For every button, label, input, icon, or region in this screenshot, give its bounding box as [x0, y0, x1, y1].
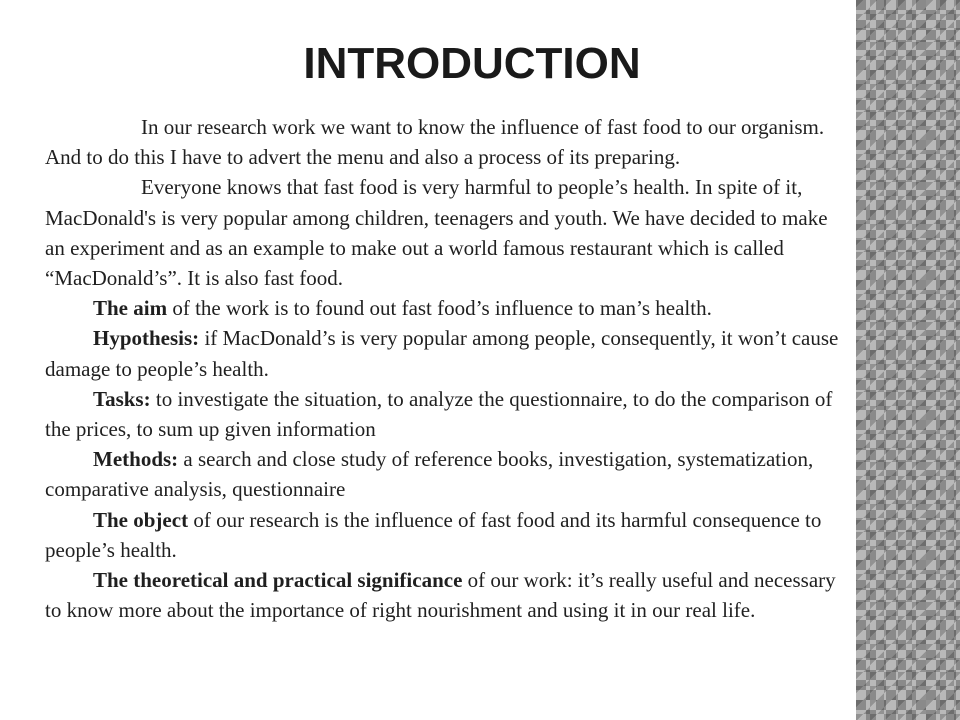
- decorative-side-pattern: [856, 0, 960, 720]
- paragraph-research-intro: [45, 112, 847, 172]
- paragraph-tasks: [45, 384, 847, 444]
- paragraph-object: [45, 505, 847, 565]
- hypothesis-text: if MacDonald’s is very popular among people, consequently, it won’t cause damage to people’s health.: [45, 326, 839, 381]
- tasks-text: to investigate the situation, to analyze the questionnaire, to do the comparison of the prices, to sum up given information: [45, 386, 833, 442]
- methods-label: Methods:: [93, 447, 179, 472]
- significance-label: The theoretical and practical significance: [93, 568, 463, 593]
- slide-body: [45, 112, 847, 625]
- methods-text: a search and close study of reference books, investigation, systematization, comparative analysis, questionnaire: [45, 447, 814, 502]
- paragraph-hypothesis: [45, 323, 847, 383]
- paragraph-methods: [45, 444, 847, 504]
- object-label: The object: [93, 507, 189, 532]
- paragraph-fast-food-harm: [45, 172, 847, 293]
- tasks-label: Tasks:: [93, 386, 151, 411]
- slide-title: INTRODUCTION: [303, 39, 641, 88]
- paragraph-aim: [45, 293, 847, 323]
- paragraph-text: In our research work we want to know the influence of fast food to our organism. And to do this I have to advert the menu and also a process of its preparing.: [45, 115, 825, 170]
- aim-label: The aim: [93, 296, 168, 321]
- paragraph-significance: [45, 565, 847, 625]
- hypothesis-label: Hypothesis:: [93, 326, 200, 351]
- paragraph-text: Everyone knows that fast food is very harmful to people’s health. In spite of it, MacDonald's is very popular among children, teenagers and youth. We have decided to make an experiment and as an example to make out a world famous restaurant which is called “MacDonald’s”. It is also fast food.: [45, 175, 828, 291]
- significance-text: of our work: it’s really useful and necessary to know more about the importance of right nourishment and using it in our real life.: [45, 568, 836, 623]
- object-text: of our research is the influence of fast food and its harmful consequence to people’s health.: [45, 507, 822, 562]
- aim-text: of the work is to found out fast food’s influence to man’s health.: [167, 296, 712, 321]
